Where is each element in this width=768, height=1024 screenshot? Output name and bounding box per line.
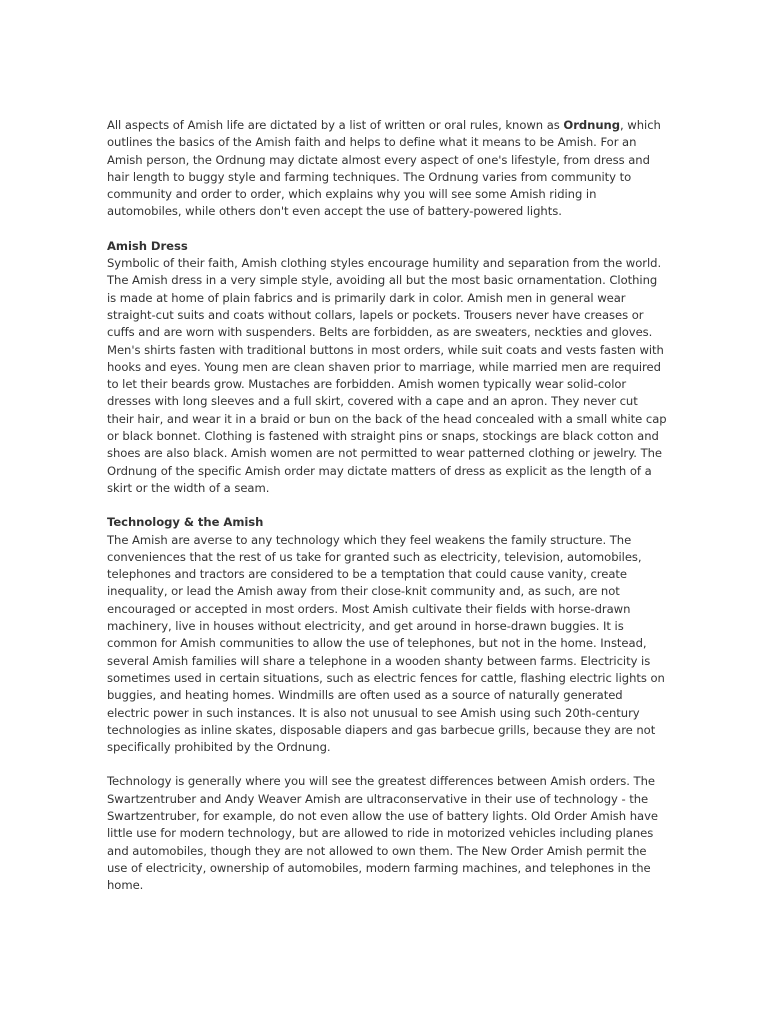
section-body-dress: Symbolic of their faith, Amish clothing styles encourage humility and separation from the world. The Amish dress in a very simple style, avoiding all but the most basic ornamentation. Clothing is made at home of plain fabrics and is primarily dark in color. Amish men in general wear straight-cut suits and coats without collars, lapels or pockets. Trousers never have creases or cuffs and are worn with suspenders. Belts are forbidden, as are sweaters, neckties and gloves. Men's shirts fasten with traditional buttons in most orders, while suit coats and vests fasten with hooks and eyes. Young men are clean shaven prior to marriage, while married men are required to let their beards grow. Mustaches are forbidden. Amish women typically wear solid-color dresses with long sleeves and a full skirt, covered with a cape and an apron. They never cut their hair, and wear it in a braid or bun on the back of the head concealed with a small white cap or black bonnet. Clothing is fastened with straight pins or snaps, stockings are black cotton and shoes are also black. Amish women are not permitted to wear patterned clothing or jewelry. The Ordnung of the specific Amish order may dictate matters of dress as explicit as the length of a skirt or the width of a seam. <box>107 256 667 495</box>
section-heading-dress: Amish Dress <box>107 238 188 253</box>
intro-text-start: All aspects of Amish life are dictated by a list of written or oral rules, known as <box>107 118 564 132</box>
section-technology <box>107 514 667 756</box>
ordnung-term: Ordnung <box>563 118 621 132</box>
section-amish-dress <box>107 238 667 497</box>
intro-text-end: , which outlines the basics of the Amish faith and helps to define what it means to be Amish. For an Amish person, the Ordnung may dictate almost every aspect of one's lifestyle, from dress and hair length to buggy style and farming techniques. The Ordnung varies from community to community and order to order, which explains why you will see some Amish riding in automobiles, while others don't even accept the use of battery-powered lights. <box>107 118 661 219</box>
document-body <box>107 117 667 911</box>
intro-paragraph <box>107 117 667 221</box>
section-body-technology: The Amish are averse to any technology which they feel weakens the family structure. The conveniences that the rest of us take for granted such as electricity, television, automobiles, telephones and tractors are considered to be a temptation that could cause vanity, create inequality, or lead the Amish away from their close-knit community and, as such, are not encouraged or accepted in most orders. Most Amish cultivate their fields with horse-drawn machinery, live in houses without electricity, and get around in horse-drawn buggies. It is common for Amish communities to allow the use of telephones, but not in the home. Instead, several Amish families will share a telephone in a wooden shanty between farms. Electricity is sometimes used in certain situations, such as electric fences for cattle, flashing electric lights on buggies, and heating homes. Windmills are often used as a source of naturally generated electric power in such instances. It is also not unusual to see Amish using such 20th-century technologies as inline skates, disposable diapers and gas barbecue grills, because they are not specifically prohibited by the Ordnung. <box>107 532 665 755</box>
closing-paragraph: Technology is generally where you will see the greatest differences between Amish orders. The Swartzentruber and Andy Weaver Amish are ultraconservative in their use of technology - the Swartzentruber, for example, do not even allow the use of battery lights. Old Order Amish have little use for modern technology, but are allowed to ride in motorized vehicles including planes and automobiles, though they are not allowed to own them. The New Order Amish permit the use of electricity, ownership of automobiles, modern farming machines, and telephones in the home. <box>107 774 658 893</box>
section-heading-technology: Technology & the Amish <box>107 515 264 530</box>
